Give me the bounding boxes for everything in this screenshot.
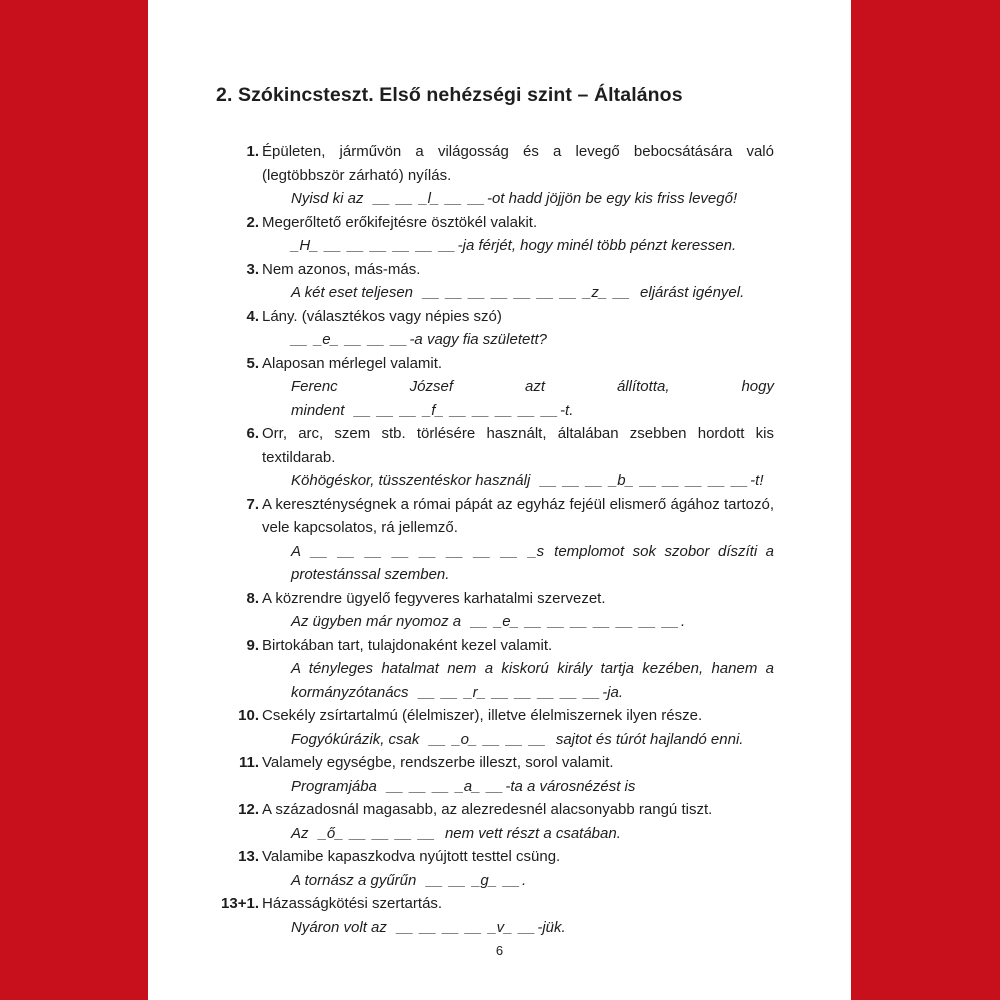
example-text-after: . [521,871,527,889]
item-number: 1. [246,143,259,160]
item-example-sentence [291,775,774,799]
item-definition: Csekély zsírtartalmú (élelmiszer), illetve élelmiszernek ilyen része. [262,707,703,724]
item-definition: Valamibe kapaszkodva nyújtott testtel csüng. [262,848,561,865]
example-text-after: templomot sok szobor díszíti a protestánssal szemben. [291,542,774,583]
item-definition: Házasságkötési szertartás. [262,895,443,912]
item-number: 5. [246,354,259,372]
item-example-sentence [291,469,774,493]
workbook-page [148,0,851,1000]
example-text-after: -ot hadd jöjjön be egy kis friss levegő! [486,190,738,207]
answer-blank: __ __ _l_ __ __ [373,190,485,207]
item-example-sentence [291,822,774,846]
item-example-sentence [291,916,774,940]
answer-blank: __ __ _r_ __ __ __ __ __ [418,683,601,701]
vocabulary-item [148,845,851,892]
item-number: 11. [238,754,259,771]
answer-blank: __ __ __ _f_ __ __ __ __ __ [354,401,559,419]
example-text-before: A tornász a gyűrűn [291,871,417,889]
example-text-before: Köhögéskor, tüsszentéskor használj [291,472,531,489]
answer-blank: __ __ __ __ _v_ __ [396,918,536,936]
answer-blank: _ő_ __ __ __ __ [318,824,435,842]
answer-blank: __ __ __ __ __ __ __ __ _s [311,542,545,560]
item-number: 3. [246,260,259,278]
item-example-sentence [291,869,774,893]
item-definition: Orr, arc, szem stb. törlésére használt, általában zsebben hordott kis textildarab. [262,425,774,466]
example-text-after: sajtot és túrót hajlandó enni. [555,730,744,748]
answer-blank: __ __ __ _b_ __ __ __ __ __ [540,472,749,489]
item-number: 8. [246,589,259,607]
example-text-before: A [291,542,302,560]
vocabulary-item [148,751,851,798]
example-text-before: Fogyókúrázik, csak [291,730,420,748]
example-text-after: -jük. [537,918,566,936]
item-example-sentence [291,610,774,634]
item-definition: Alaposan mérlegel valamit. [262,354,443,372]
item-number: 7. [246,495,259,513]
example-text-before: Az [291,824,309,842]
vocabulary-item [148,352,851,423]
vocabulary-item-list [148,140,851,939]
item-example-sentence [291,234,774,258]
vocabulary-item [148,634,851,705]
example-text-before: Ferenc József azt állította, hogy mindent [291,378,774,419]
example-text-after: -t. [560,401,574,419]
example-text-before: Az ügyben már nyomoz a [291,613,462,630]
item-number: 9. [246,636,259,654]
item-number: 10. [238,707,259,724]
vocabulary-item [148,305,851,352]
item-definition: Megerőltető erőkifejtésre ösztökél valakit. [262,213,538,231]
item-number: 12. [238,801,259,818]
example-text-before: A két eset teljesen [291,284,414,301]
item-example-sentence [291,657,774,704]
answer-blank: __ _o_ __ __ __ [429,730,546,748]
item-example-sentence [291,375,774,422]
example-text-after: -ta a városnézést is [505,777,636,795]
item-definition: Épületen, járművön a világosság és a levegő bebocsátására való (legtöbbször zárható) nyílás. [262,143,774,184]
vocabulary-item [148,798,851,845]
item-definition: A századosnál magasabb, az alezredesnél alacsonyabb rangú tiszt. [262,801,713,818]
item-definition: Birtokában tart, tulajdonaként kezel valamit. [262,636,553,654]
vocabulary-item [148,587,851,634]
answer-blank: _H_ __ __ __ __ __ __ [291,237,456,254]
item-definition: A kereszténységnek a római pápát az egyház fejéül elismerő ágához tartozó, vele kapcsolatos, rá jellemző. [262,495,774,536]
example-text-before: Programjába [291,777,377,795]
vocabulary-item [148,493,851,587]
section-title: 2. Szókincsteszt. Első nehézségi szint – Általános [216,84,683,106]
answer-blank: __ _e_ __ __ __ [291,331,408,348]
item-example-sentence [291,540,774,587]
example-text-before: Nyisd ki az [291,190,364,207]
item-definition: Lány. (választékos vagy népies szó) [262,307,502,325]
vocabulary-item [148,140,851,211]
page-number: 6 [495,943,504,958]
item-number: 4. [246,307,259,325]
item-number: 13+1. [221,895,259,912]
answer-blank: __ __ __ __ __ __ __ _z_ __ [423,284,631,301]
example-text-after: . [680,613,686,630]
example-text-after: nem vett részt a csatában. [444,824,621,842]
item-definition: A közrendre ügyelő fegyveres karhatalmi szervezet. [262,589,606,607]
example-text-before: Nyáron volt az [291,918,387,936]
example-text-after: eljárást igényel. [640,284,745,301]
item-example-sentence [291,187,774,211]
item-number: 6. [246,425,259,442]
item-definition: Nem azonos, más-más. [262,260,421,278]
vocabulary-item [148,258,851,305]
example-text-before: A tényleges hatalmat nem a kiskorú király tartja kezében, hanem a kormányzótanács [291,660,774,701]
vocabulary-item [148,422,851,493]
vocabulary-item [148,892,851,939]
item-number: 2. [246,213,259,231]
example-text-after: -ja. [602,683,624,701]
answer-blank: __ _e_ __ __ __ __ __ __ __ [471,613,679,630]
example-text-after: -ja férjét, hogy minél több pénzt keressen. [457,237,737,254]
answer-blank: __ __ _g_ __ [426,871,520,889]
vocabulary-item [148,704,851,751]
item-number: 13. [238,848,259,865]
example-text-after: -t! [750,472,764,489]
item-example-sentence [291,281,774,305]
answer-blank: __ __ __ _a_ __ [386,777,504,795]
item-definition: Valamely egységbe, rendszerbe illeszt, sorol valamit. [262,754,614,771]
item-example-sentence [291,328,774,352]
example-text-after: -a vagy fia született? [409,331,548,348]
vocabulary-item [148,211,851,258]
item-example-sentence [291,728,774,752]
